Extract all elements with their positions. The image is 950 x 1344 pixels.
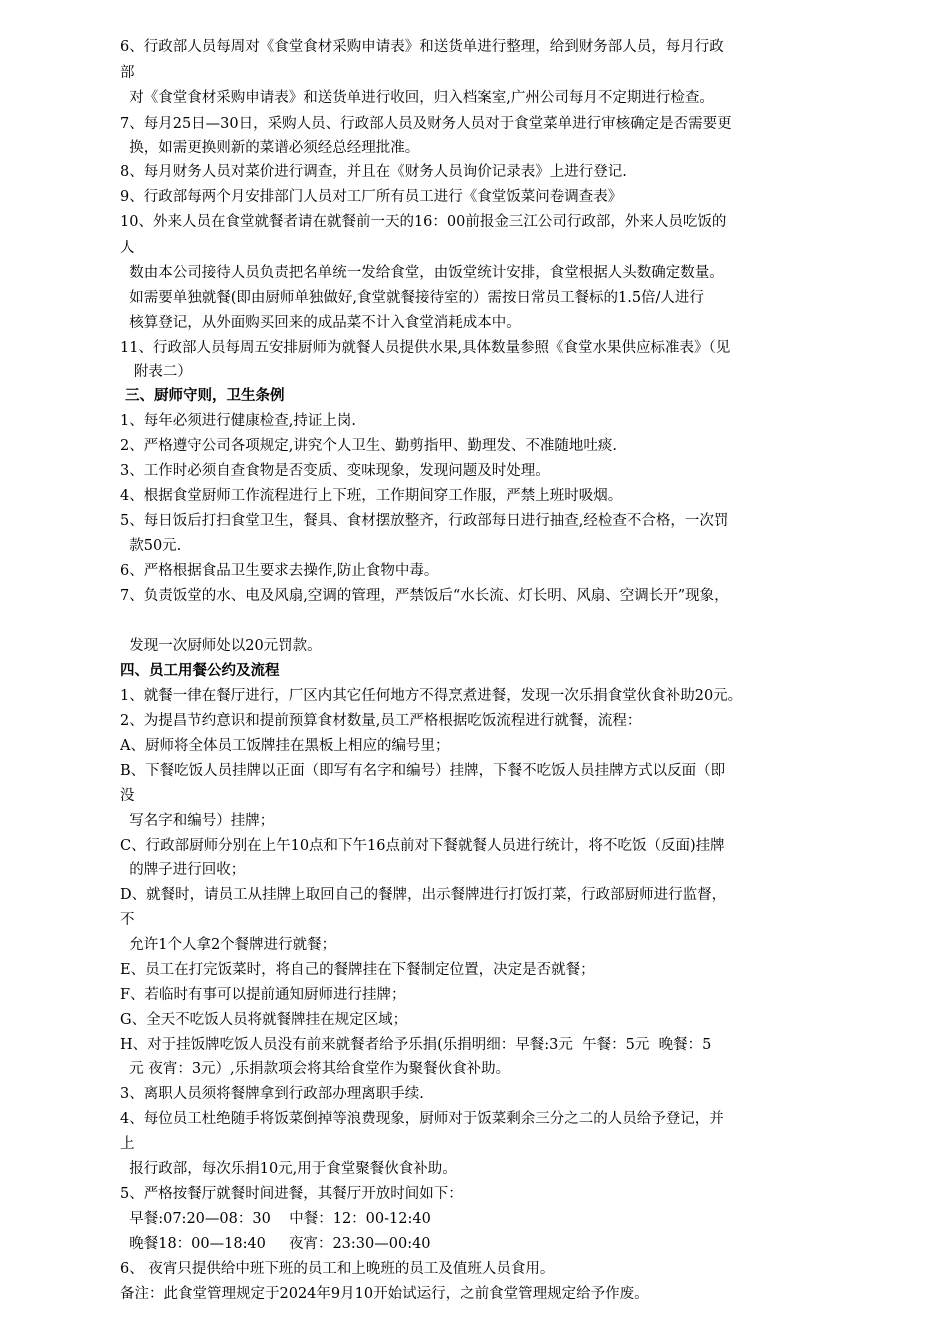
text-line: D、就餐时，请员工从挂牌上取回自己的餐牌，出示餐牌进行打饭打菜，行政部厨师进行监督， [120,887,727,903]
text-line: 没 [120,788,135,804]
text-line: 10、外来人员在食堂就餐者请在就餐前一天的16：00前报金三江公司行政部，外来人员吃饭的 [120,214,727,230]
text-line: G、全天不吃饭人员将就餐牌挂在规定区域； [120,1012,408,1028]
text-line: 5、每日饭后打扫食堂卫生，餐具、食材摆放整齐，行政部每日进行抽查,经检查不合格，一次罚 [120,513,729,529]
text-line: 不 [120,912,135,928]
text-line: 8、每月财务人员对菜价进行调查，并且在《财务人员询价记录表》上进行登记. [120,164,627,180]
text-line: 5、严格按餐厅就餐时间进餐，其餐厅开放时间如下： [120,1186,463,1202]
text-line: B、下餐吃饭人员挂牌以正面（即写有名字和编号）挂牌，下餐不吃饭人员挂牌方式以反面（即 [120,763,726,779]
text-line: 备注：此食堂管理规定于2024年9月10开始试运行，之前食堂管理规定给予作废。 [120,1286,649,1302]
section-heading: 三、厨师守则，卫生条例 [120,387,285,404]
text-line: 对《食堂食材采购申请表》和送货单进行收回，归入档案室,广州公司每月不定期进行检查。 [120,90,714,106]
text-line: 7、每月25日—30日，采购人员、行政部人员及财务人员对于食堂菜单进行审核确定是否需要更 [120,116,732,132]
text-line: 部 [120,65,135,81]
text-line: 如需要单独就餐(即由厨师单独做好,食堂就餐接待室的）需按日常员工餐标的1.5倍/人进行 [120,290,704,306]
text-line: 4、根据食堂厨师工作流程进行上下班，工作期间穿工作服，严禁上班时吸烟。 [120,488,623,504]
text-line: H、对于挂饭牌吃饭人员没有前来就餐者给予乐捐(乐捐明细：早餐:3元 午餐：5元 晚餐：5 [120,1037,712,1053]
text-line: 数由本公司接待人员负责把名单统一发给食堂，由饭堂统计安排，食堂根据人头数确定数量。 [120,265,724,281]
text-line: 1、就餐一律在餐厅进行，厂区内其它任何地方不得烹煮进餐，发现一次乐捐食堂伙食补助20元。 [120,688,743,704]
text-line: 2、为提昌节约意识和提前预算食材数量,员工严格根据吃饭流程进行就餐，流程： [120,713,642,729]
text-line: 发现一次厨师处以20元罚款。 [120,638,322,654]
section-heading: 四、员工用餐公约及流程 [120,662,280,679]
text-line: 7、负责饭堂的水、电及风扇,空调的管理，严禁饭后“水长流、灯长明、风扇、空调长开”现象， [120,588,729,604]
text-line: 款50元. [120,538,182,554]
text-line: 上 [120,1136,135,1152]
text-line: 3、离职人员须将餐牌拿到行政部办理离职手续. [120,1086,424,1102]
text-line: E、员工在打完饭菜时，将自己的餐牌挂在下餐制定位置，决定是否就餐； [120,962,595,978]
text-line: 核算登记，从外面购买回来的成品菜不计入食堂消耗成本中。 [120,315,521,331]
text-line: 6、 夜宵只提供给中班下班的员工和上晚班的员工及值班人员食用。 [120,1261,555,1277]
text-line: 2、严格遵守公司各项规定,讲究个人卫生、勤剪指甲、勤理发、不准随地吐痰. [120,438,617,454]
text-line: 人 [120,240,135,256]
text-line: 允许1个人拿2个餐牌进行就餐； [120,937,337,953]
text-line: 6、行政部人员每周对《食堂食材采购申请表》和送货单进行整理，给到财务部人员，每月行政 [120,39,724,55]
text-line: 写名字和编号）挂牌； [120,813,275,829]
text-line: 附表二） [120,364,192,380]
text-line: 早餐:07:20—08：30 中餐：12：00-12:40 [120,1211,431,1227]
text-line: 6、严格根据食品卫生要求去操作,防止食物中毒。 [120,563,439,579]
text-line: A、厨师将全体员工饭牌挂在黑板上相应的编号里； [120,738,450,754]
text-line: 3、工作时必须自查食物是否变质、变味现象，发现问题及时处理。 [120,463,550,479]
text-line: 报行政部，每次乐捐10元,用于食堂聚餐伙食补助。 [120,1161,457,1177]
text-line: 9、行政部每两个月安排部门人员对工厂所有员工进行《食堂饭菜问卷调查表》 [120,189,623,205]
text-line: 元 夜宵：3元）,乐捐款项会将其给食堂作为聚餐伙食补助。 [120,1061,511,1077]
text-line: C、行政部厨师分别在上午10点和下午16点前对下餐就餐人员进行统计，将不吃饭（反面)挂牌 [120,838,725,854]
text-line: 11、行政部人员每周五安排厨师为就餐人员提供水果,具体数量参照《食堂水果供应标准表》（见 [120,340,731,356]
text-line: F、若临时有事可以提前通知厨师进行挂牌； [120,987,406,1003]
text-line: 晚餐18：00—18:40 夜宵：23:30—00:40 [120,1236,431,1252]
text-line: 4、每位员工杜绝随手将饭菜倒掉等浪费现象，厨师对于饭菜剩余三分之二的人员给予登记，并 [120,1111,724,1127]
text-line: 的牌子进行回收； [120,862,246,878]
text-line: 1、每年必须进行健康检查,持证上岗. [120,413,356,429]
text-line: 换，如需更换则新的菜谱必须经总经理批准。 [120,140,420,156]
